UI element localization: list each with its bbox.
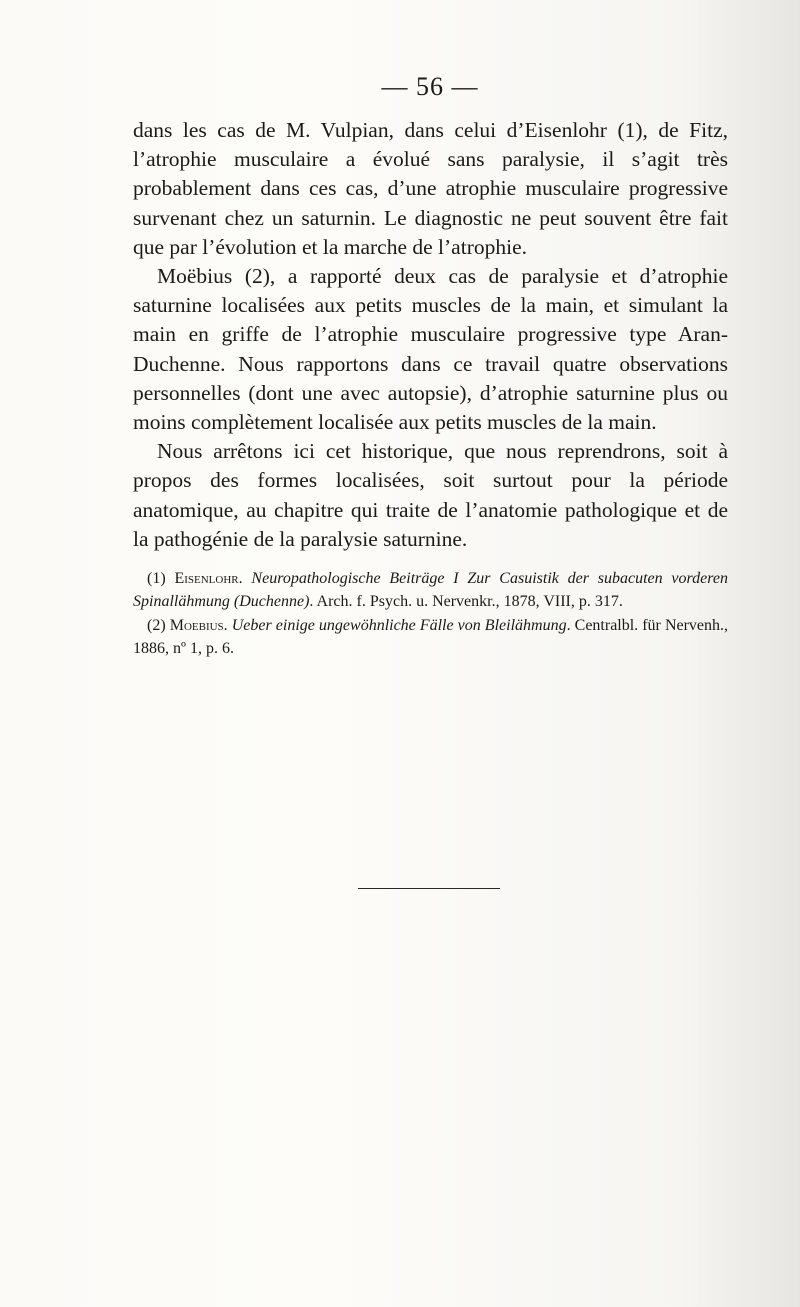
footnote-2: (2) Moebius. Ueber einige ungewöhnliche Fälle von Bleilähmung. Centralbl. für Nervenh., 1886, nº 1, p. 6. — [133, 617, 729, 657]
footnote-1: (1) Eisenlohr. Neuropathologische Beiträge I Zur Casuistik der subacuten vorderen Spinallähmung (Duchenne). Arch. f. Psych. u. Nervenkr., 1878, VIII, p. 317. — [133, 570, 729, 610]
footnote-marker: (2) — [147, 617, 166, 634]
footnote-source: Arch. f. Psych. u. Nervenkr., 1878, VIII, p. 317. — [316, 592, 623, 610]
main-text — [133, 116, 728, 554]
page-number: — 56 — — [381, 72, 479, 101]
paragraph-1: dans les cas de M. Vulpian, dans celui d’Eisenlohr (1), de Fitz, l’atrophie musculaire a évolué sans paralysie, il s’agit très probablement dans ces cas, d’une atrophie musculaire progressive survenant chez un saturnin. Le diagnostic ne peut souvent être fait que par l’évolution et la marche de l’atrophie. — [133, 118, 728, 259]
footnote-source: Centralbl. für Nervenh., 1886, nº 1, p. 6. — [133, 617, 729, 657]
footnote-author: Eisenlohr — [174, 570, 239, 587]
footnote-title: Neuropathologische Beiträge I Zur Casuistik der subacuten vorderen Spinallähmung (Duchenne) — [133, 570, 729, 610]
footnote-author: Moebius — [169, 617, 224, 634]
paragraph-3: Nous arrêtons ici cet historique, que nous reprendrons, soit à propos des formes localisées, soit surtout pour la période anatomique, au chapitre qui traite de l’anatomie pathologique et de la pathogénie de la paralysie saturnine. — [133, 439, 728, 551]
footnotes — [133, 568, 728, 662]
footnote-marker: (1) — [147, 570, 166, 587]
paragraph-2: Moëbius (2), a rapporté deux cas de paralysie et d’atrophie saturnine localisées aux petits muscles de la main, et simulant la main en griffe de l’atrophie musculaire progressive type Aran-Duchenne. Nous rapportons dans ce travail quatre observations personnelles (dont une avec autopsie), d’atrophie saturnine plus ou moins complètement localisée aux petits muscles de la main. — [133, 264, 728, 435]
footnote-title: Ueber einige ungewöhnliche Fälle von Bleilähmung — [231, 617, 567, 634]
end-rule-divider — [358, 888, 500, 889]
